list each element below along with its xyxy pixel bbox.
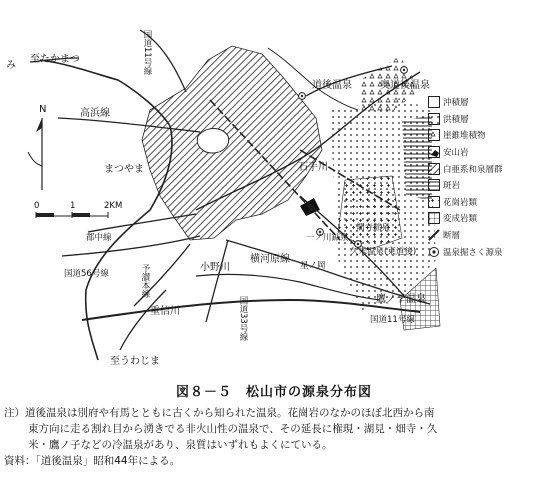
label-hatadera: 畑寺鉱泉 — [356, 223, 391, 233]
legend-swatch-hatch — [428, 163, 440, 175]
label-yosan-line: 予讃本線 — [140, 264, 150, 298]
label-yokogawara-line: 横河原線 — [250, 254, 290, 265]
legend-swatch-spring — [428, 246, 440, 258]
legend-label: 断層 — [443, 231, 461, 242]
legend-item — [428, 243, 540, 260]
map-legend — [428, 94, 540, 260]
figure-notes — [4, 405, 542, 469]
label-ishite-river: 石手川 — [298, 162, 328, 173]
label-takanoko: 鷹ノ子温泉 — [376, 294, 426, 305]
label-gunchu-line: 郡中線 — [86, 233, 112, 243]
source-line: 資料：「道後温泉」昭和44年による。 — [4, 455, 181, 467]
legend-item — [428, 227, 540, 244]
label-okudogo: 奥道後温泉 — [380, 80, 430, 91]
legend-label: 白亜系和泉層群 — [443, 164, 503, 175]
city-hatch — [142, 46, 322, 240]
label-kokudo33: 国道33号線 — [238, 296, 248, 341]
legend-item — [428, 94, 540, 111]
label-kokudo56: 国道56号線 — [64, 269, 109, 279]
note-line: 米・鷹ノ子などの冷温泉があり、泉質はいずれもよくにている。 — [28, 439, 333, 451]
legend-item — [428, 160, 540, 177]
legend-label: 安山岩 — [443, 148, 469, 159]
label-uwajima: 至うわじま — [110, 356, 160, 367]
legend-label: 斑岩 — [443, 181, 461, 192]
label-takamatsu-prefix: み — [6, 60, 16, 71]
legend-label: 変成岩類 — [443, 214, 478, 225]
legend-item — [428, 210, 540, 227]
north-arrow — [28, 118, 42, 190]
legend-swatch-andesite — [428, 146, 440, 158]
legend-swatch-grid — [428, 212, 440, 224]
legend-swatch-hlines — [428, 179, 440, 191]
label-matsuyama: まつやま — [104, 164, 144, 175]
legend-item — [428, 111, 540, 128]
label-kume: 久米温泉(東道後) — [350, 247, 417, 257]
legend-item — [428, 144, 540, 161]
spring-source — [301, 95, 303, 97]
label-takamatsu: 至たかまつ — [30, 54, 80, 65]
label-ichikawa: 一ノ川鉱泉 — [306, 233, 349, 243]
spring-source — [357, 243, 359, 245]
legend-label: 温泉掘さく源泉 — [443, 247, 503, 258]
legend-label: 洪積層 — [443, 114, 469, 125]
legend-item — [428, 177, 540, 194]
scale-bar — [36, 212, 108, 218]
label-dogo-onsen: 道後温泉 — [312, 80, 352, 91]
legend-label: 沖積層 — [443, 98, 469, 109]
road-uwajima — [120, 290, 166, 350]
label-takahama-line: 高浜線 — [80, 108, 110, 119]
legend-swatch-fault — [428, 229, 440, 241]
legend-label: 崖錐堆積物 — [443, 131, 486, 142]
kokudo33-road — [206, 240, 228, 322]
legend-label: 花崗岩類 — [443, 197, 478, 208]
legend-swatch-blank — [428, 96, 440, 108]
kokudo56-road — [62, 233, 200, 256]
label-hoshinoka: 星ノ岡 — [300, 261, 326, 271]
label-kokudo11-right: 国道11号線 — [370, 315, 415, 325]
note-line: 東方向に走る割れ目から湧きでる非火山性の温泉で、その延長に権現・湖見・畑寺・久 — [28, 423, 438, 435]
label-shigenobu-river: 重信川 — [150, 306, 180, 317]
scale-label-2: 2KM — [104, 201, 123, 211]
north-label: N — [39, 104, 47, 115]
legend-swatch-crosses — [428, 196, 440, 208]
castle-hill — [197, 129, 228, 154]
figure-title: 図８－５ 松山市の源泉分布図 — [175, 385, 372, 400]
legend-item — [428, 127, 540, 144]
scale-label-1: 1 — [70, 201, 76, 211]
scale-label-0: 0 — [34, 201, 40, 211]
legend-item — [428, 194, 540, 211]
note-line: 注）道後温泉は別府や有馬とともに古くから知られた温泉。花崗岩のなかのほぼ北西から南 — [4, 407, 435, 419]
label-kokudo11-top: 国道11号線 — [142, 30, 152, 75]
legend-swatch-triangles — [428, 129, 440, 141]
label-onogawa: 小野川 — [200, 262, 230, 273]
spring-source — [403, 69, 405, 71]
legend-swatch-dots — [428, 113, 440, 125]
